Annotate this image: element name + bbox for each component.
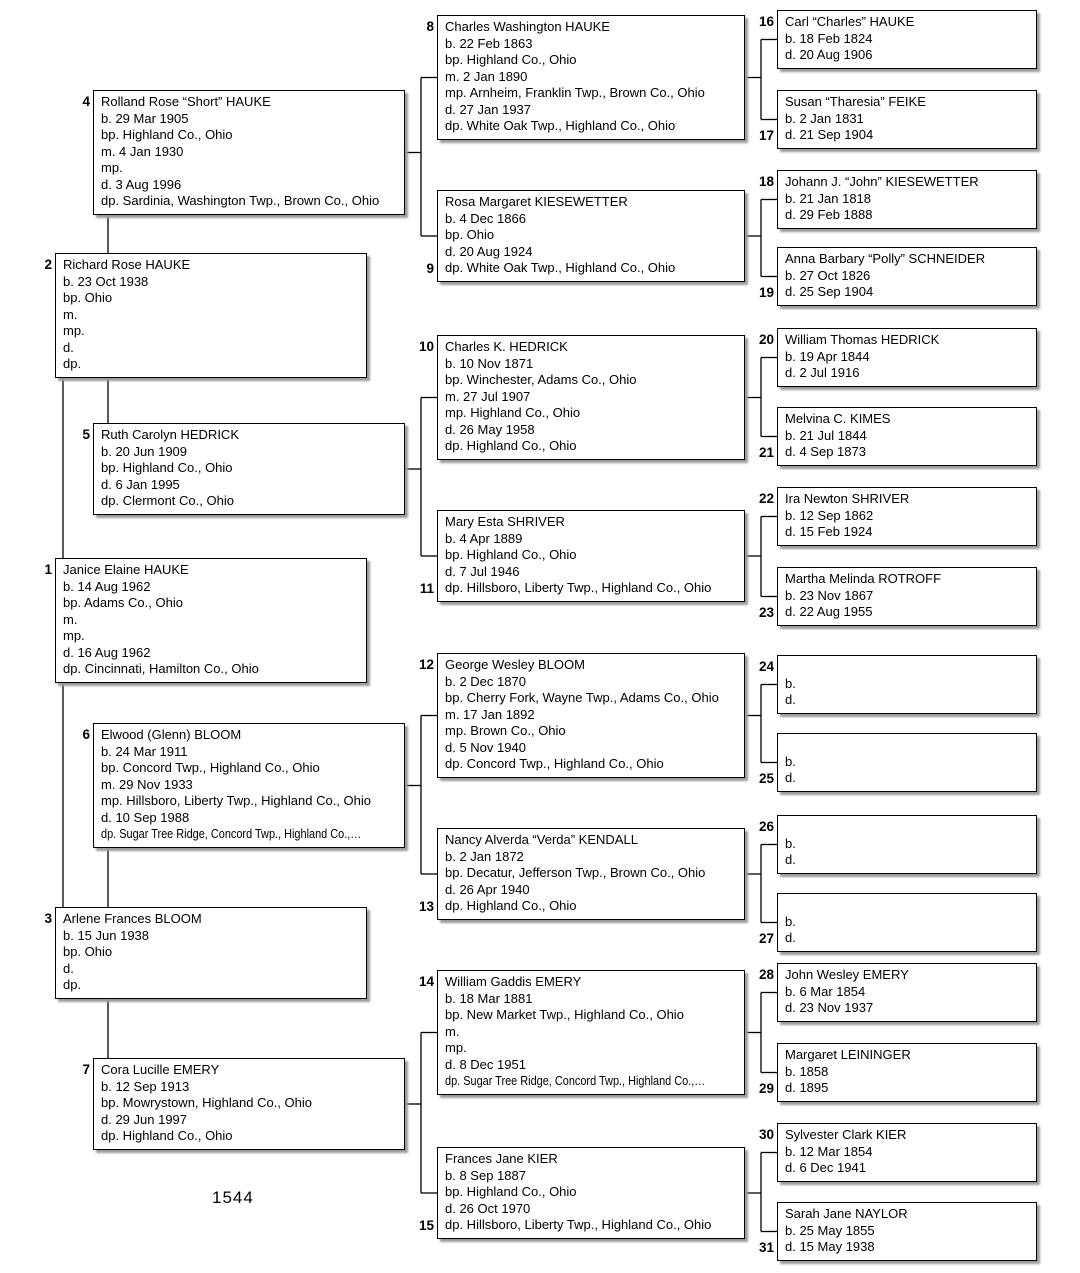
person-name: Anna Barbary “Polly” SCHNEIDER (785, 251, 986, 266)
person-number: 22 (758, 491, 774, 506)
person-detail-line: mp. Hillsboro, Liberty Twp., Highland Co., Ohio (101, 793, 371, 808)
person-detail-line: b. 4 Dec 1866 (445, 210, 526, 226)
person-detail-line: d. 15 May 1938 (785, 1239, 875, 1254)
person-detail-line: dp. Highland Co., Ohio (445, 438, 577, 453)
person-box-25 (758, 733, 1037, 792)
person-detail-line: d. 16 Aug 1962 (63, 644, 151, 660)
person-detail-line: b. (785, 913, 796, 929)
person-detail-line: d. 4 Sep 1873 (785, 444, 866, 459)
person-number: 30 (758, 1127, 774, 1142)
person-detail-line: bp. Highland Co., Ohio (101, 460, 233, 475)
person-detail-line: bp. Ohio (63, 944, 113, 959)
person-name (785, 897, 1029, 914)
person-detail-line: m. (445, 1023, 460, 1039)
person-detail-line: dp. Hillsboro, Liberty Twp., Highland Co., Ohio (445, 1217, 712, 1232)
person-number: 10 (418, 339, 434, 354)
person-box-22 (758, 487, 1037, 546)
person-box-15 (418, 1147, 745, 1239)
person-detail-line: d. 6 Jan 1995 (101, 476, 180, 492)
person-detail-line: d. 29 Feb 1888 (785, 207, 873, 222)
person-detail-line: d. 23 Nov 1937 (785, 1000, 874, 1015)
person-detail-line: bp. Highland Co., Ohio (445, 1184, 577, 1199)
person-detail-line: mp. Arnheim, Franklin Twp., Brown Co., Ohio (445, 85, 705, 100)
person-detail-line: d. (63, 339, 74, 355)
person-detail-line: d. 26 Oct 1970 (445, 1200, 531, 1216)
person-name: George Wesley BLOOM (445, 657, 585, 672)
person-box-19 (758, 247, 1037, 306)
person-detail-line: bp. Ohio (63, 290, 113, 305)
person-detail-line: bp. Ohio (445, 227, 495, 242)
person-box-4 (82, 90, 405, 215)
person-detail-line: d. (63, 960, 74, 976)
person-detail-line: b. 2 Dec 1870 (445, 673, 526, 689)
person-detail-line: b. 20 Jun 1909 (101, 443, 188, 459)
person-box-11 (419, 510, 745, 602)
person-name: Elwood (Glenn) BLOOM (101, 727, 242, 742)
person-number: 11 (419, 580, 434, 596)
person-detail-line: b. 12 Sep 1913 (101, 1078, 190, 1094)
person-detail-line: b. 18 Mar 1881 (445, 990, 533, 1006)
person-detail-line: dp. Sugar Tree Ridge, Concord Twp., Highland Co.,… (445, 1073, 706, 1088)
person-detail-line: b. (785, 675, 796, 691)
person-box-10 (418, 335, 745, 460)
person-detail-line: b. 25 May 1855 (785, 1222, 875, 1238)
person-detail-line: d. (785, 692, 796, 707)
person-detail-line: m. (63, 306, 78, 322)
person-name: William Gaddis EMERY (445, 974, 582, 989)
person-detail-line: m. 4 Jan 1930 (101, 143, 184, 159)
person-detail-line: d. (785, 770, 796, 785)
person-detail-line: b. 23 Nov 1867 (785, 587, 874, 603)
person-detail-line: d. 10 Sep 1988 (101, 809, 190, 825)
person-name: Johann J. “John” KIESEWETTER (785, 174, 979, 189)
person-detail-line: b. 10 Nov 1871 (445, 355, 534, 371)
person-box-27 (758, 893, 1037, 952)
person-name: Charles Washington HAUKE (445, 19, 610, 34)
person-detail-line: b. 6 Mar 1854 (785, 983, 866, 999)
person-detail-line: dp. (63, 356, 82, 371)
person-number: 18 (758, 174, 774, 189)
person-detail-line: b. 15 Jun 1938 (63, 927, 150, 943)
person-detail-line: dp. Hillsboro, Liberty Twp., Highland Co., Ohio (445, 580, 712, 595)
person-name: John Wesley EMERY (785, 967, 909, 982)
person-name: Arlene Frances BLOOM (63, 911, 202, 926)
person-detail-line: bp. Winchester, Adams Co., Ohio (445, 372, 637, 387)
person-detail-line: b. 29 Mar 1905 (101, 110, 189, 126)
person-name: Melvina C. KIMES (785, 411, 891, 426)
person-detail-line: b. 1858 (785, 1063, 829, 1079)
person-detail-line: dp. Concord Twp., Highland Co., Ohio (445, 756, 664, 771)
person-name: Sarah Jane NAYLOR (785, 1206, 908, 1221)
person-detail-line: b. 19 Apr 1844 (785, 348, 870, 364)
person-detail-line: d. 21 Sep 1904 (785, 127, 874, 142)
person-detail-line: dp. Highland Co., Ohio (101, 1128, 233, 1143)
person-detail-line: mp. Brown Co., Ohio (445, 723, 566, 738)
person-box-13 (418, 828, 745, 920)
person-detail-line: mp. (101, 160, 123, 175)
person-box-26 (758, 815, 1037, 874)
person-number: 31 (758, 1239, 774, 1255)
person-name: Martha Melinda ROTROFF (785, 571, 942, 586)
person-box-28 (758, 963, 1037, 1022)
person-detail-line: d. 25 Sep 1904 (785, 284, 874, 299)
person-detail-line: m. 27 Jul 1907 (445, 388, 531, 404)
person-number: 15 (418, 1217, 434, 1233)
person-detail-line: m. 29 Nov 1933 (101, 776, 193, 792)
person-name: Cora Lucille EMERY (101, 1062, 220, 1077)
person-name (785, 659, 1029, 676)
person-detail-line: dp. (63, 977, 82, 992)
person-number: 16 (758, 14, 774, 29)
person-name: Rosa Margaret KIESEWETTER (445, 194, 628, 209)
person-detail-line: d. 7 Jul 1946 (445, 563, 520, 579)
person-box-5 (82, 423, 405, 515)
person-name: Charles K. HEDRICK (445, 339, 568, 354)
person-number: 17 (758, 127, 774, 143)
person-detail-line: b. (785, 835, 796, 851)
person-box-14 (418, 970, 745, 1095)
person-detail-line: m. 2 Jan 1890 (445, 68, 528, 84)
person-number: 9 (426, 260, 434, 276)
person-detail-line: b. 2 Jan 1831 (785, 110, 864, 126)
person-detail-line: d. 29 Jun 1997 (101, 1111, 188, 1127)
person-detail-line: dp. Cincinnati, Hamilton Co., Ohio (63, 661, 259, 676)
person-detail-line: d. 27 Jan 1937 (445, 101, 532, 117)
person-detail-line: d. 26 Apr 1940 (445, 881, 530, 897)
person-detail-line: b. 23 Oct 1938 (63, 273, 149, 289)
person-box-16 (758, 10, 1037, 69)
person-number: 21 (758, 444, 774, 460)
person-name: Rolland Rose “Short” HAUKE (101, 94, 271, 109)
person-number: 5 (82, 427, 90, 442)
person-number: 7 (82, 1062, 90, 1077)
person-detail-line: b. 27 Oct 1826 (785, 267, 871, 283)
person-box-23 (758, 567, 1037, 626)
person-detail-line: bp. Highland Co., Ohio (101, 127, 233, 142)
person-detail-line: b. 8 Sep 1887 (445, 1167, 526, 1183)
person-number: 24 (758, 659, 774, 674)
person-detail-line: d. 6 Dec 1941 (785, 1160, 866, 1175)
person-box-29 (758, 1043, 1037, 1102)
person-name: Ira Newton SHRIVER (785, 491, 910, 506)
person-name: Margaret LEININGER (785, 1047, 911, 1062)
person-name: Nancy Alverda “Verda” KENDALL (445, 832, 638, 847)
person-number: 1 (44, 562, 52, 577)
person-detail-line: dp. Clermont Co., Ohio (101, 493, 234, 508)
person-detail-line: mp. (63, 628, 85, 643)
person-detail-line: d. 20 Aug 1924 (445, 243, 533, 259)
person-detail-line: bp. Adams Co., Ohio (63, 595, 183, 610)
person-name: Mary Esta SHRIVER (445, 514, 565, 529)
person-box-1 (44, 558, 367, 683)
person-name: Richard Rose HAUKE (63, 257, 191, 272)
person-detail-line: d. 26 May 1958 (445, 421, 535, 437)
person-number: 4 (82, 94, 90, 109)
person-box-9 (426, 190, 745, 282)
person-number: 12 (418, 657, 434, 672)
person-box-31 (758, 1202, 1037, 1261)
person-number: 13 (418, 898, 434, 914)
person-number: 19 (758, 284, 774, 300)
person-name (785, 819, 1029, 836)
person-detail-line: bp. Cherry Fork, Wayne Twp., Adams Co., Ohio (445, 690, 719, 705)
person-detail-line: b. 18 Feb 1824 (785, 30, 873, 46)
person-detail-line: d. 22 Aug 1955 (785, 604, 873, 619)
person-name: Susan “Tharesia” FEIKE (785, 94, 926, 109)
person-number: 29 (758, 1080, 774, 1096)
person-box-7 (82, 1058, 405, 1150)
person-box-18 (758, 170, 1037, 229)
person-detail-line: dp. Sugar Tree Ridge, Concord Twp., Highland Co.,… (101, 826, 362, 841)
person-number: 6 (82, 727, 90, 742)
person-detail-line: bp. Mowrystown, Highland Co., Ohio (101, 1095, 312, 1110)
person-name: Frances Jane KIER (445, 1151, 558, 1166)
person-detail-line: bp. Decatur, Jefferson Twp., Brown Co., Ohio (445, 865, 706, 880)
person-box-12 (418, 653, 745, 778)
person-detail-line: d. 15 Feb 1924 (785, 524, 873, 539)
person-box-3 (44, 907, 367, 999)
person-number: 27 (758, 930, 774, 946)
person-box-20 (758, 328, 1037, 387)
person-detail-line: b. 12 Mar 1854 (785, 1143, 873, 1159)
person-detail-line: d. 3 Aug 1996 (101, 176, 182, 192)
person-detail-line: b. 22 Feb 1863 (445, 35, 533, 51)
person-detail-line: bp. Highland Co., Ohio (445, 52, 577, 67)
person-box-17 (758, 90, 1037, 149)
person-detail-line: b. 12 Sep 1862 (785, 507, 874, 523)
person-detail-line: b. 21 Jan 1818 (785, 190, 872, 206)
person-box-24 (758, 655, 1037, 714)
person-number: 14 (418, 974, 434, 989)
person-name (785, 737, 1029, 754)
person-name: William Thomas HEDRICK (785, 332, 940, 347)
person-name: Ruth Carolyn HEDRICK (101, 427, 239, 442)
person-box-30 (758, 1123, 1037, 1182)
person-detail-line: dp. Sardinia, Washington Twp., Brown Co., Ohio (101, 193, 380, 208)
person-box-21 (758, 407, 1037, 466)
person-detail-line: b. 2 Jan 1872 (445, 848, 524, 864)
person-number: 8 (426, 19, 434, 34)
page-number: 1544 (212, 1188, 254, 1207)
person-name: Janice Elaine HAUKE (63, 562, 189, 577)
person-detail-line: mp. (63, 323, 85, 338)
person-detail-line: b. (785, 753, 796, 769)
person-detail-line: b. 24 Mar 1911 (101, 743, 188, 759)
person-name: Carl “Charles” HAUKE (785, 14, 915, 29)
person-number: 2 (44, 257, 52, 272)
person-detail-line: dp. White Oak Twp., Highland Co., Ohio (445, 260, 676, 275)
person-detail-line: bp. New Market Twp., Highland Co., Ohio (445, 1007, 684, 1022)
person-detail-line: m. (63, 611, 78, 627)
person-detail-line: m. 17 Jan 1892 (445, 706, 535, 722)
person-number: 26 (758, 819, 774, 834)
person-detail-line: bp. Concord Twp., Highland Co., Ohio (101, 760, 320, 775)
person-box-6 (82, 723, 405, 848)
person-detail-line: d. 20 Aug 1906 (785, 47, 873, 62)
person-detail-line: d. (785, 930, 796, 945)
person-number: 28 (758, 967, 774, 982)
person-detail-line: d. 5 Nov 1940 (445, 739, 526, 755)
person-number: 23 (758, 604, 774, 620)
person-detail-line: b. 4 Apr 1889 (445, 530, 523, 546)
person-detail-line: d. 2 Jul 1916 (785, 365, 860, 380)
person-detail-line: mp. (445, 1040, 467, 1055)
person-name: Sylvester Clark KIER (785, 1127, 907, 1142)
person-detail-line: b. 21 Jul 1844 (785, 427, 867, 443)
person-detail-line: mp. Highland Co., Ohio (445, 405, 581, 420)
person-number: 3 (44, 911, 52, 926)
person-box-8 (426, 15, 745, 140)
person-box-2 (44, 253, 367, 378)
person-detail-line: b. 14 Aug 1962 (63, 578, 151, 594)
person-detail-line: bp. Highland Co., Ohio (445, 547, 577, 562)
person-detail-line: d. 1895 (785, 1080, 829, 1095)
person-detail-line: dp. White Oak Twp., Highland Co., Ohio (445, 118, 676, 133)
person-detail-line: dp. Highland Co., Ohio (445, 898, 577, 913)
person-detail-line: d. (785, 852, 796, 867)
person-detail-line: d. 8 Dec 1951 (445, 1056, 526, 1072)
person-number: 25 (758, 770, 774, 786)
person-number: 20 (758, 332, 774, 347)
